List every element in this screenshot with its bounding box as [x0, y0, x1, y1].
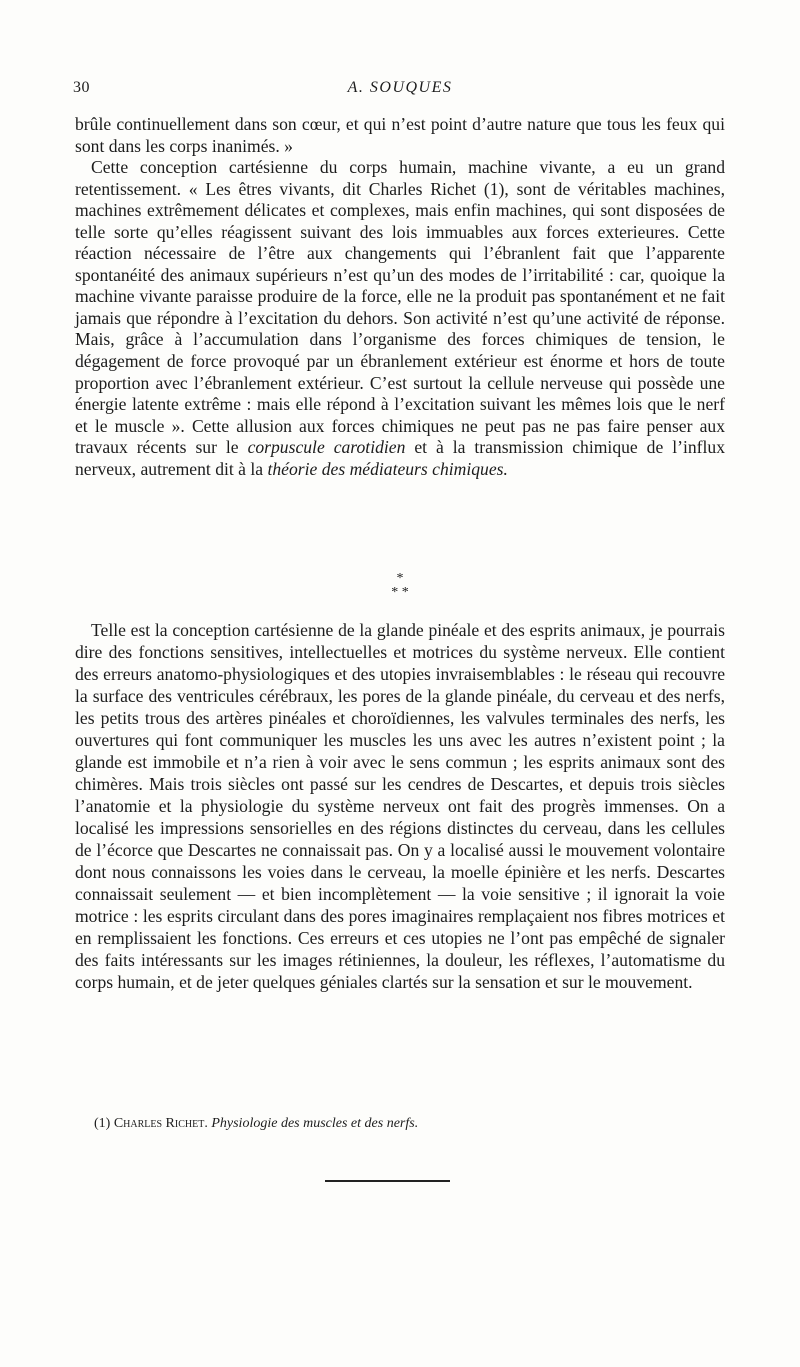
- second-section: [75, 619, 725, 993]
- paragraph-richet-quote: [75, 157, 725, 480]
- separator-top-star: *: [396, 571, 404, 586]
- paragraph-continuation: [75, 114, 725, 157]
- footnote: [94, 1115, 734, 1133]
- paragraph-text: et à la transmission chimique de l’influx nerveux, autrement dit à la: [75, 437, 725, 479]
- main-text: [75, 114, 725, 480]
- paragraph-conclusion: Telle est la conception cartésienne de la glande pinéale et des esprits animaux, je pourrais dire des fonctions sensitives, intellectuelles et motrices du système nerveux. Elle contient des erreurs anatomo-physiologiques et des utopies invraisemblables : le réseau qui recouvre la surface des ventricules cérébraux, les pores de la glande pinéale, du cerveau et des nerfs, les petits trous des artères pinéales et choroïdiennes, les valvules terminales des nerfs, les ouvertures qui font communiquer les muscles les uns avec les autres n’existent point ; la glande est immobile et n’a rien à voir avec le sens commun ; les esprits animaux sont des chimères. Mais trois siècles ont passé sur les cendres de Descartes, et depuis trois siècles l’anatomie et la physiologie du système nerveux ont fait des progrès immenses. On a localisé les impressions sensorielles en des régions distinctes du cerveau, dans les cellules de l’écorce que Descartes ne connaissait pas. On y a localisé aussi le mouvement volontaire dont nous connaissons les voies dans le cerveau, la moelle épinière et les nerfs. Descartes connaissait seulement — et bien incomplètement — la voie sensitive ; il ignorait la voie motrice : les esprits circulant dans des pores imaginaires remplaçaient nos fibres motrices et en remplissaient les fonctions. Ces erreurs et ces utopies ne l’ont pas empêché de signaler des faits intéressants sur les images rétiniennes, la douleur, les réflexes, l’automatisme du corps humain, et de jeter quelques géniales clartés sur la sensation et sur le mouvement.: [75, 620, 725, 992]
- section-separator: [0, 572, 800, 600]
- running-head: A. SOUQUES: [347, 79, 453, 96]
- footnote-title: Physiologie des muscles et des nerfs.: [211, 1116, 419, 1131]
- paragraph-text: Cette conception cartésienne du corps humain, machine vivante, a eu un grand retentissement. « Les êtres vivants, dit Charles Richet (1), sont de véritables machines, machines extrêmement délicates et complexes, mais enfin machines, qui sont disposées de telle sorte qu’elles réagissent suivant des lois immuables aux forces exterieures. Cette réaction nécessaire de l’être aux changements qui l’ébranlent fait que l’apparente spontanéité des animaux supérieurs n’est qu’un des modes de l’irritabilité : car, quoique la machine vivante paraisse produire de la force, elle ne la produit pas spontanément et ne fait jamais que répondre à l’excitation du dehors. Son activité n’est qu’une activité de réponse. Mais, grâce à l’accumulation dans l’organisme des forces chimiques de tension, le dégagement de force provoqué par un ébranlement extérieur est énorme et hors de toute proportion avec l’ébranlement extérieur. C’est surtout la cellule nerveuse qui possède une énergie latente extrême : mais elle répond à l’excitation suivant les mêmes lois que le nerf et le muscle ». Cette allusion aux forces chimiques ne peut pas ne pas faire penser aux travaux récents sur le: [75, 157, 725, 458]
- page-number: 30: [73, 79, 90, 96]
- italic-term-corpuscule: corpuscule carotidien: [247, 437, 406, 458]
- end-rule: [325, 1180, 450, 1182]
- footnote-author: Charles Richet.: [113, 1116, 208, 1131]
- italic-term-mediateurs: théorie des médiateurs chimiques.: [267, 458, 508, 479]
- paragraph-text: brûle continuellement dans son cœur, et qui n’est point d’autre nature que tous les feux qui sont dans les corps inanimés. »: [75, 114, 725, 156]
- separator-bottom-stars: * *: [391, 585, 409, 600]
- footnote-marker: (1): [94, 1116, 111, 1131]
